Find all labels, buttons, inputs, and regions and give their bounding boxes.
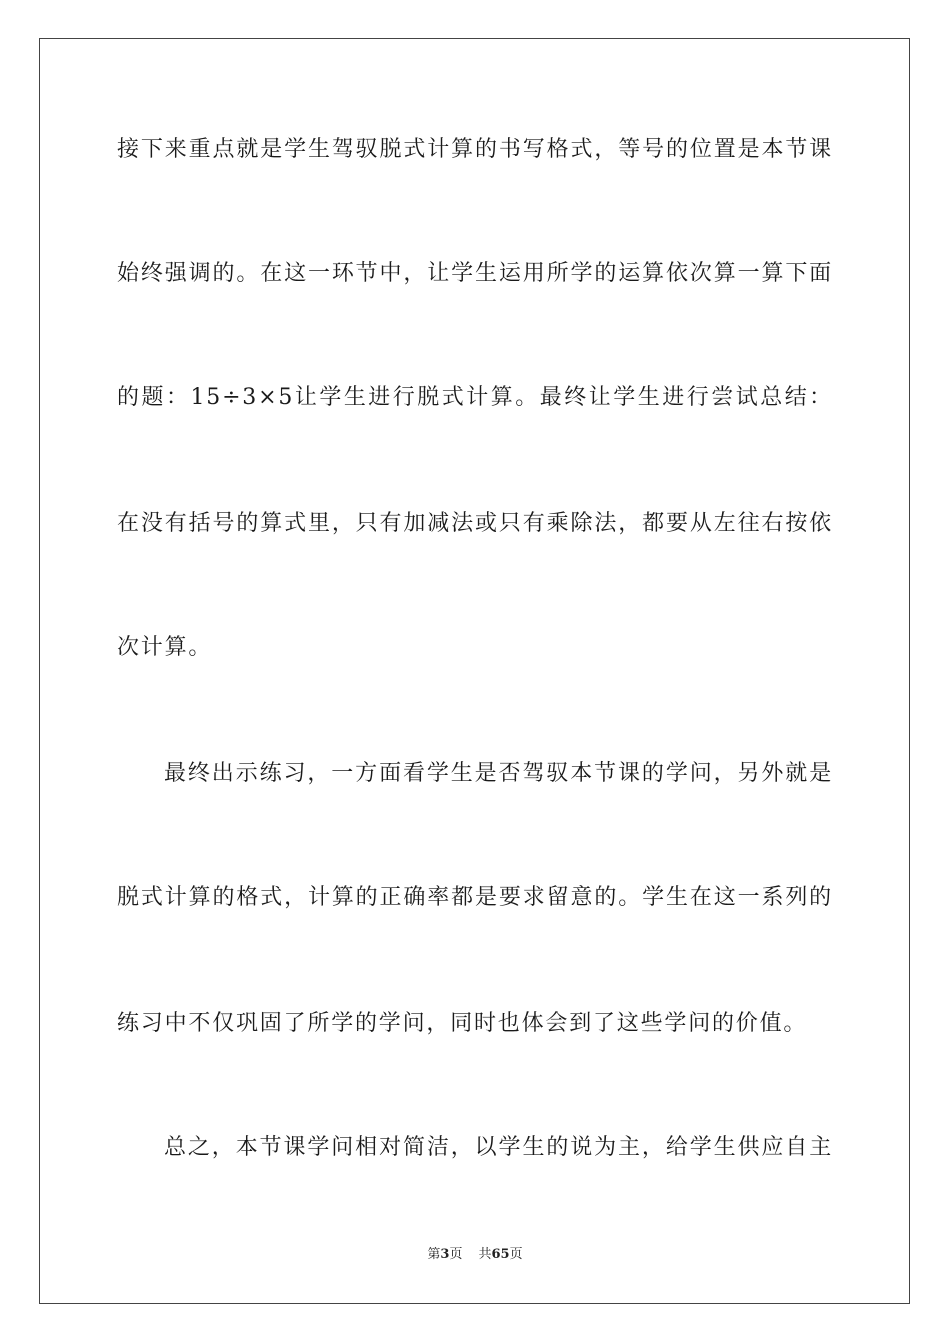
body-text-line-4: 在没有括号的算式里，只有加减法或只有乘除法，都要从左往右按依 — [117, 511, 833, 536]
page-suffix: 页 — [449, 1247, 463, 1262]
body-text-line-2: 始终强调的。在这一环节中，让学生运用所学的运算依次算一算下面 — [117, 261, 833, 286]
page-footer — [0, 1246, 950, 1264]
paragraph-2-line-3: 练习中不仅巩固了所学的学问，同时也体会到了这些学问的价值。 — [117, 1011, 808, 1036]
page-prefix: 第 — [427, 1247, 441, 1262]
total-pages: 65 — [491, 1247, 510, 1262]
page-number: 3 — [440, 1247, 450, 1262]
page-border — [39, 38, 910, 1304]
body-text-line-3: 的题：15÷3×5让学生进行脱式计算。最终让学生进行尝试总结： — [117, 385, 833, 410]
total-prefix: 共 — [478, 1247, 492, 1262]
body-text-line-1: 接下来重点就是学生驾驭脱式计算的书写格式，等号的位置是本节课 — [117, 137, 833, 162]
paragraph-3-line-1: 总之，本节课学问相对简洁，以学生的说为主，给学生供应自主 — [164, 1135, 833, 1160]
total-suffix: 页 — [509, 1247, 523, 1262]
body-text-line-5: 次计算。 — [117, 635, 213, 660]
paragraph-2-line-2: 脱式计算的格式，计算的正确率都是要求留意的。学生在这一系列的 — [117, 885, 833, 910]
paragraph-2-line-1: 最终出示练习，一方面看学生是否驾驭本节课的学问，另外就是 — [164, 761, 833, 786]
